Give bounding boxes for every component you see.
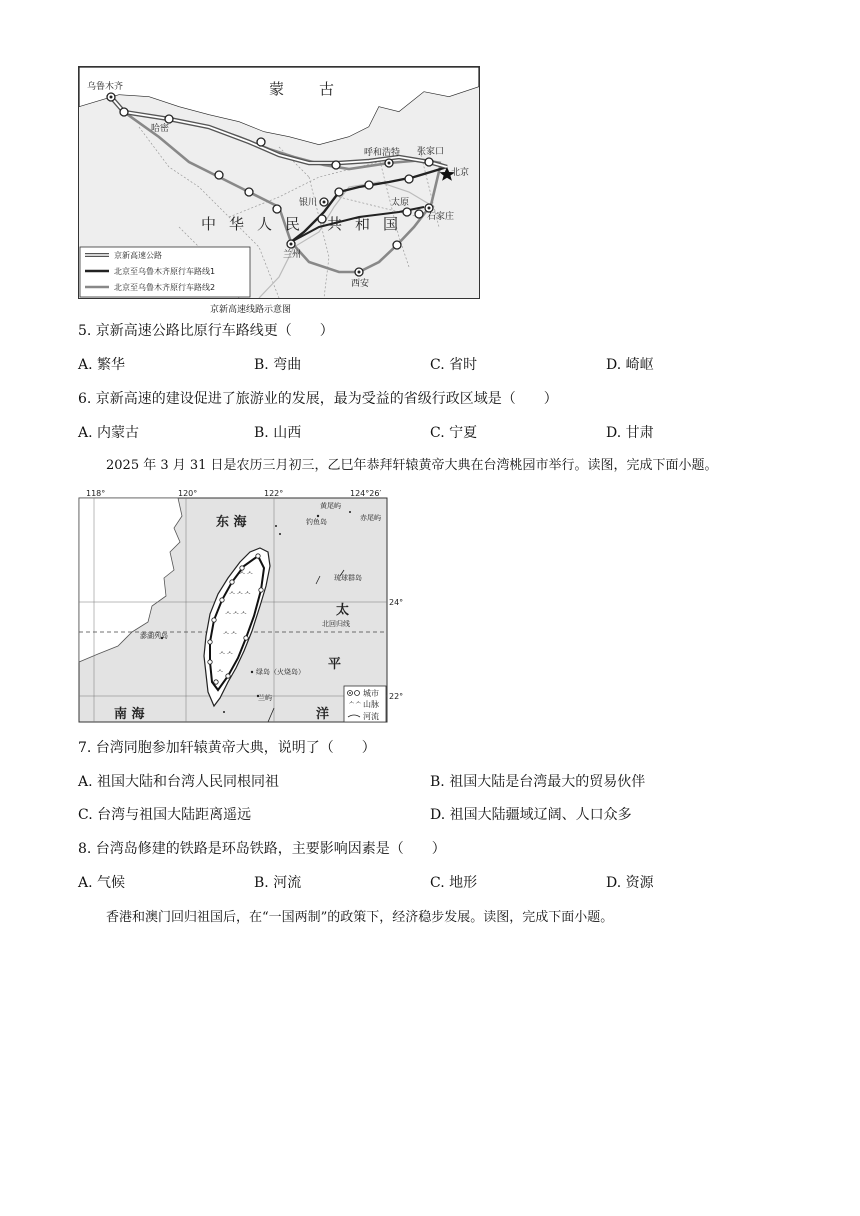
lat-22: 22° (389, 692, 404, 701)
label-urumqi: 乌鲁木齐 (87, 82, 124, 92)
legend-route1: 北京至乌鲁木齐原行车路线1 (114, 267, 216, 276)
label-hohhot: 呼和浩特 (364, 148, 401, 158)
q6-option-a[interactable]: A. 内蒙古 (78, 425, 140, 441)
label-chiwei: 赤尾屿 (360, 514, 381, 522)
svg-text:共: 共 (327, 215, 343, 233)
label-huangwei: 黄尾屿 (320, 502, 341, 510)
label-east-sea: 东 海 (216, 515, 247, 530)
q7-option-d[interactable]: D. 祖国大陆疆域辽阔、人口众多 (430, 807, 632, 823)
svg-text:ᄉᄉ: ᄉᄉ (348, 701, 362, 709)
label-mongolia-2: 古 (319, 80, 335, 98)
q6-stem: 6. 京新高速的建设促进了旅游业的发展，最为受益的省级行政区域是（ ） (78, 391, 558, 407)
map-taiwan-svg (78, 486, 408, 724)
q7-option-c[interactable]: C. 台湾与祖国大陆距离遥远 (78, 807, 252, 823)
label-xian: 西安 (351, 279, 370, 289)
svg-text:ᄉᄉᄉ: ᄉᄉᄉ (224, 611, 248, 620)
map-jingxin-expressway (78, 66, 480, 299)
q7-option-a[interactable]: A. 祖国大陆和台湾人民同根同祖 (78, 774, 280, 790)
legend-river: 河流 (363, 712, 379, 721)
q8-option-b[interactable]: B. 河流 (254, 875, 302, 891)
svg-text:ᄉᄉ: ᄉᄉ (222, 631, 238, 640)
svg-text:人: 人 (257, 215, 273, 233)
map1-legend (80, 247, 250, 297)
svg-text:民: 民 (285, 215, 301, 233)
svg-text:ᄉᄉ: ᄉᄉ (238, 571, 254, 580)
legend-mountain: 山脉 (363, 700, 379, 709)
svg-text:国: 国 (383, 215, 399, 233)
label-lvdao: 绿岛（火烧岛） (256, 668, 305, 676)
legend-expressway: 京新高速公路 (114, 251, 162, 260)
q8-option-c[interactable]: C. 地形 (430, 875, 478, 891)
lat-24: 24° (389, 598, 404, 607)
lon-124: 124°26′ (350, 489, 382, 498)
lon-122: 122° (264, 489, 284, 498)
label-beijing: 北京 (451, 168, 470, 178)
svg-text:ᄉ: ᄉ (216, 669, 224, 678)
label-south-sea: 南 海 (114, 707, 145, 722)
label-pacific-2: 平 (328, 657, 342, 672)
label-lanyu: 兰屿 (258, 694, 272, 702)
label-yinchuan: 银川 (299, 198, 318, 208)
map2-legend (344, 686, 386, 722)
label-mongolia-1: 蒙 (269, 80, 285, 98)
q8-stem: 8. 台湾岛修建的铁路是环岛铁路，主要影响因素是（ ） (78, 841, 446, 857)
label-pacific-1: 太 (336, 603, 350, 618)
q5-option-d[interactable]: D. 崎岖 (606, 357, 654, 373)
label-zhangjiakou: 张家口 (417, 147, 445, 157)
lon-118: 118° (86, 489, 106, 498)
label-diaoyu: 钓鱼岛 (306, 518, 327, 526)
legend-city: 城市 (363, 689, 379, 698)
q7-option-b[interactable]: B. 祖国大陆是台湾最大的贸易伙伴 (430, 774, 646, 790)
label-taiyuan: 太原 (391, 198, 410, 208)
q5-option-c[interactable]: C. 省时 (430, 357, 478, 373)
q5-option-b[interactable]: B. 弯曲 (254, 357, 302, 373)
q6-option-d[interactable]: D. 甘肃 (606, 425, 654, 441)
legend-route2: 北京至乌鲁木齐原行车路线2 (114, 283, 216, 292)
label-penghu: 澎湖列岛 (140, 632, 168, 640)
svg-text:ᄉᄉ: ᄉᄉ (218, 651, 234, 660)
svg-text:中: 中 (201, 215, 217, 233)
q6-option-c[interactable]: C. 宁夏 (430, 425, 478, 441)
label-china (201, 215, 398, 233)
map-taiwan (78, 486, 408, 724)
q8-option-a[interactable]: A. 气候 (78, 875, 126, 891)
label-tropic: 北回归线 (322, 620, 350, 628)
map-jingxin-svg (79, 67, 479, 298)
label-pacific-3: 洋 (316, 707, 330, 722)
map1-caption: 京新高速线路示意图 (210, 305, 292, 315)
q6-option-b[interactable]: B. 山西 (254, 425, 302, 441)
lon-120: 120° (178, 489, 198, 498)
intro-taiwan: 2025 年 3 月 31 日是农历三月初三，乙巳年恭拜轩辕黄帝大典在台湾桃园市举行。读图，完成下面小题。 (106, 458, 718, 473)
label-lanzhou: 兰州 (283, 250, 302, 260)
label-hami: 哈密 (151, 124, 170, 134)
svg-text:和: 和 (355, 215, 371, 233)
svg-text:华: 华 (229, 215, 245, 233)
label-ryukyu: 琉球群岛 (334, 574, 362, 582)
intro-hk-macau: 香港和澳门回归祖国后，在“一国两制”的政策下，经济稳步发展。读图，完成下面小题。 (106, 910, 614, 925)
svg-text:ᄉᄉᄉ: ᄉᄉᄉ (228, 591, 252, 600)
label-shijiazhuang: 石家庄 (427, 212, 455, 222)
q8-option-d[interactable]: D. 资源 (606, 875, 654, 891)
q5-option-a[interactable]: A. 繁华 (78, 357, 126, 373)
q5-stem: 5. 京新高速公路比原行车路线更（ ） (78, 323, 334, 339)
q7-stem: 7. 台湾同胞参加轩辕黄帝大典，说明了（ ） (78, 740, 376, 756)
